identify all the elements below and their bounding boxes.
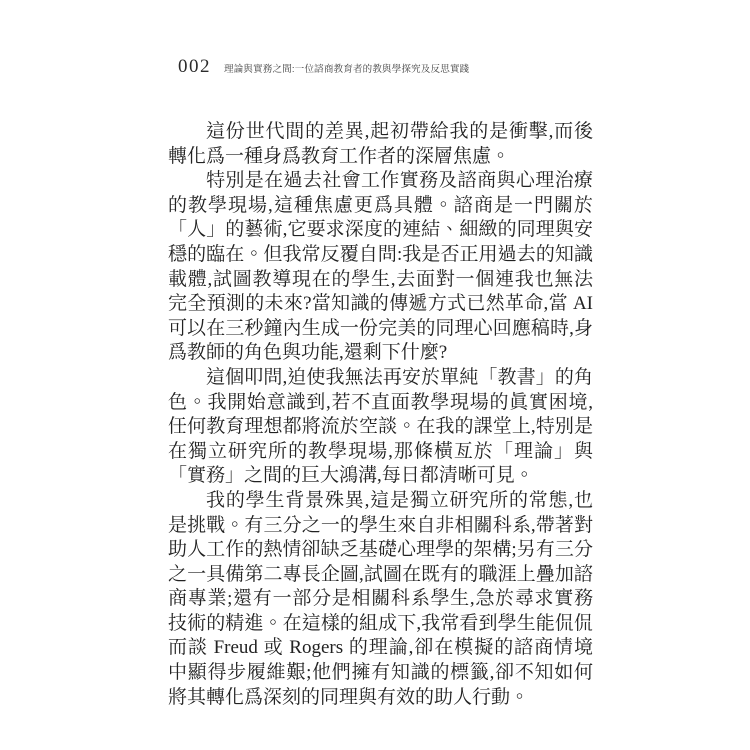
page-number: 002	[178, 56, 211, 77]
running-title: 理論與實務之間:一位諮商教育者的教與學探究及反思實踐	[224, 64, 470, 75]
paragraph: 我的學生背景殊異,這是獨立研究所的常態,也是挑戰。有三分之一的學生來自非相關科系,帶著對助人工作的熱情卻缺乏基礎心理學的架構;另有三分之一具備第二專長企圖,試圖在既有的職涯上疊加諮商專業;還有一部分是相關科系學生,急於尋求實務技術的精進。在這樣的組成下,我常看到學生能侃侃而談 Freud 或 Rogers 的理論,卻在模擬的諮商情境中顯得步履維艱;他們擁有知識的標籤,卻不知如何將其轉化爲深刻的同理與有效的助人行動。	[168, 489, 593, 708]
page-header	[178, 56, 469, 78]
paragraph: 這個叩問,迫使我無法再安於單純「教書」的角色。我開始意識到,若不直面教學現場的眞實困境,任何教育理想都將流於空談。在我的課堂上,特別是在獨立研究所的教學現場,那條橫亙於「理論」與「實務」之間的巨大鴻溝,每日都清晰可見。	[168, 366, 593, 487]
paragraph: 特別是在過去社會工作實務及諮商與心理治療的教學現場,這種焦慮更爲具體。諮商是一門關於「人」的藝術,它要求深度的連結、細緻的同理與安穩的臨在。但我常反覆自問:我是否正用過去的知識載體,試圖教導現在的學生,去面對一個連我也無法完全預測的未來?當知識的傳遞方式已然革命,當 AI 可以在三秒鐘內生成一份完美的同理心回應稿時,身爲教師的角色與功能,還剩下什麼?	[168, 170, 593, 364]
paragraph: 這份世代間的差異,起初帶給我的是衝擊,而後轉化爲一種身爲教育工作者的深層焦慮。	[168, 121, 593, 167]
body-text	[168, 120, 593, 710]
